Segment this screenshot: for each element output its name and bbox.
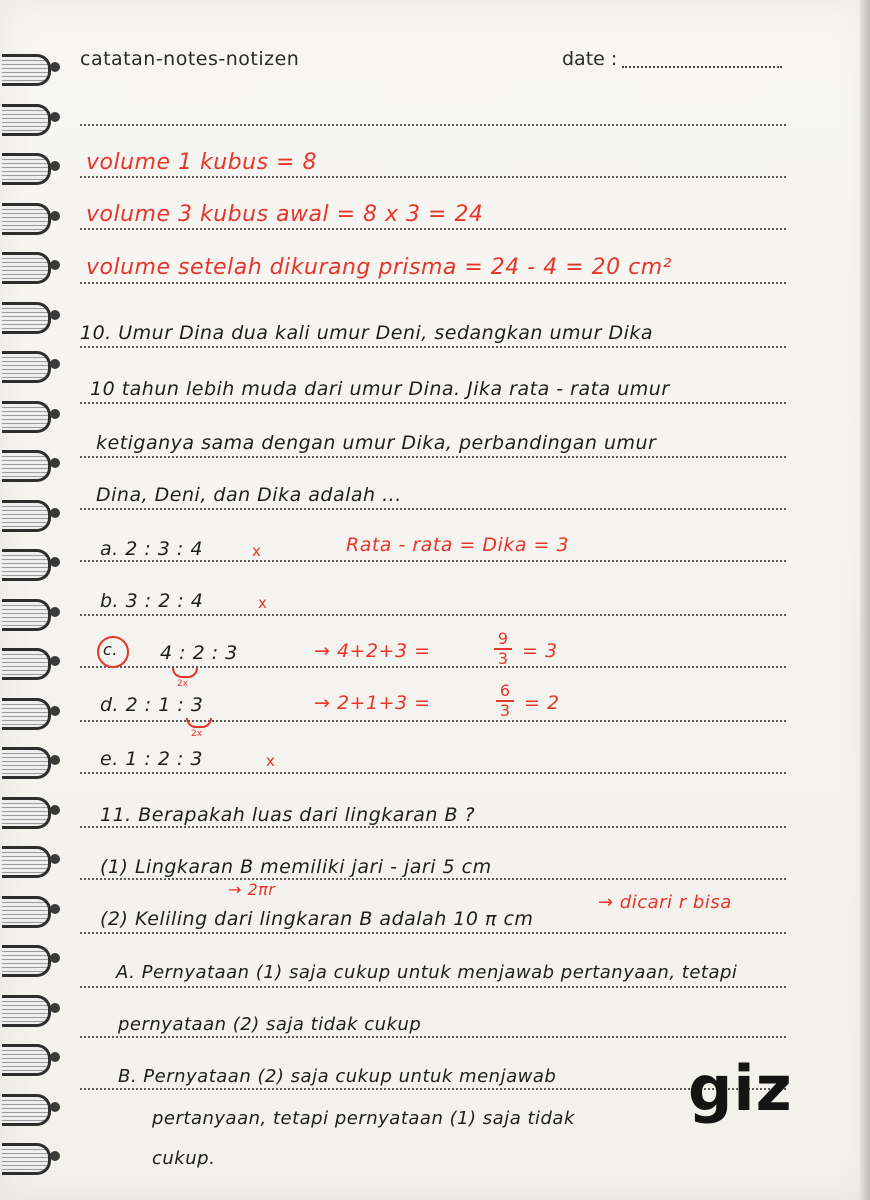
option-a-note: Rata - rata = Dika = 3 — [346, 534, 570, 556]
binding-hole — [50, 805, 60, 815]
spiral-ring — [2, 401, 51, 433]
ruled-line — [80, 228, 786, 230]
ruled-line — [80, 402, 786, 404]
binding-hole — [50, 310, 60, 320]
spiral-ring — [2, 203, 51, 235]
fraction-d — [496, 682, 514, 720]
answer-b-line-1: B. Pernyataan (2) saja cukup untuk menjawab — [118, 1066, 557, 1087]
ruled-line — [80, 176, 786, 178]
giz-logo: giz — [688, 1052, 793, 1125]
spiral-ring — [2, 54, 51, 86]
ruled-line — [80, 282, 786, 284]
spiral-ring — [2, 747, 51, 779]
binding-hole — [50, 508, 60, 518]
statement-2-formula: → 2πr — [228, 880, 276, 899]
ruled-line — [80, 826, 786, 828]
spiral-ring — [2, 500, 51, 532]
spiral-binding — [0, 0, 60, 1200]
ruled-line — [80, 456, 786, 458]
spiral-ring — [2, 648, 51, 680]
binding-hole — [50, 557, 60, 567]
answer-b-line-3: cukup. — [152, 1148, 216, 1169]
option-a: a. 2 : 3 : 4 — [100, 538, 203, 560]
option-b: b. 3 : 2 : 4 — [100, 590, 204, 612]
brace-label: 2x — [191, 729, 203, 739]
ruled-line — [80, 508, 786, 510]
answer-a-line-1: A. Pernyataan (1) saja cukup untuk menjawab pertanyaan, tetapi — [116, 962, 738, 983]
binding-hole — [50, 854, 60, 864]
answer-b-line-2: pertanyaan, tetapi pernyataan (1) saja tidak — [152, 1108, 575, 1129]
binding-hole — [50, 458, 60, 468]
spiral-ring — [2, 1044, 51, 1076]
binding-hole — [50, 211, 60, 221]
page-header-title: catatan-notes-notizen — [80, 48, 300, 70]
fraction-d-den: 3 — [499, 701, 511, 720]
spiral-ring — [2, 302, 51, 334]
ruled-line — [80, 986, 786, 988]
ruled-line — [80, 614, 786, 616]
statement-2-note: → dicari r bisa — [598, 892, 732, 913]
ruled-line — [80, 878, 786, 880]
spiral-ring — [2, 1094, 51, 1126]
binding-hole — [50, 1102, 60, 1112]
brace-mark — [172, 668, 198, 678]
spiral-ring — [2, 797, 51, 829]
brace-label: 2x — [177, 679, 189, 689]
fraction-c — [494, 630, 512, 668]
fraction-d-num: 6 — [499, 681, 511, 700]
brace-mark — [186, 718, 212, 728]
page-edge — [860, 0, 870, 1200]
ruled-line — [80, 124, 786, 126]
answer-a-line-2: pernyataan (2) saja tidak cukup — [118, 1014, 422, 1035]
ruled-line — [80, 1088, 786, 1090]
volume-line-1: volume 1 kubus = 8 — [86, 150, 317, 175]
volume-line-2: volume 3 kubus awal = 8 x 3 = 24 — [86, 202, 484, 227]
spiral-ring — [2, 846, 51, 878]
wrong-mark: x — [258, 594, 267, 612]
spiral-ring — [2, 599, 51, 631]
spiral-ring — [2, 698, 51, 730]
spiral-ring — [2, 1143, 51, 1175]
question-10-line-1: 10. Umur Dina dua kali umur Deni, sedangkan umur Dika — [80, 322, 654, 344]
spiral-ring — [2, 945, 51, 977]
volume-line-3: volume setelah dikurang prisma = 24 - 4 = 20 cm² — [86, 255, 672, 280]
option-c-letter: c. — [103, 640, 118, 659]
binding-hole — [50, 161, 60, 171]
binding-hole — [50, 359, 60, 369]
spiral-ring — [2, 549, 51, 581]
question-10-line-3: ketiganya sama dengan umur Dika, perbandingan umur — [96, 432, 657, 454]
ruled-line — [80, 772, 786, 774]
option-d-work: → 2+1+3 = — [314, 692, 431, 714]
statement-2: (2) Keliling dari lingkaran B adalah 10 π cm — [100, 908, 534, 930]
spiral-ring — [2, 450, 51, 482]
option-e: e. 1 : 2 : 3 — [100, 748, 203, 770]
spiral-ring — [2, 104, 51, 136]
binding-hole — [50, 1151, 60, 1161]
fraction-c-result: = 3 — [522, 640, 558, 662]
binding-hole — [50, 260, 60, 270]
fraction-d-result: = 2 — [524, 692, 560, 714]
binding-hole — [50, 409, 60, 419]
ruled-line — [80, 560, 786, 562]
binding-hole — [50, 607, 60, 617]
question-10-line-4: Dina, Deni, dan Dika adalah ... — [96, 484, 402, 506]
spiral-ring — [2, 153, 51, 185]
option-c: 4 : 2 : 3 — [160, 642, 238, 664]
option-d: d. 2 : 1 : 3 — [100, 694, 204, 716]
ruled-line — [80, 932, 786, 934]
ruled-line — [80, 346, 786, 348]
binding-hole — [50, 1003, 60, 1013]
statement-1: (1) Lingkaran B memiliki jari - jari 5 cm — [100, 856, 492, 878]
fraction-c-den: 3 — [497, 649, 509, 668]
binding-hole — [50, 904, 60, 914]
binding-hole — [50, 706, 60, 716]
spiral-ring — [2, 995, 51, 1027]
wrong-mark: x — [252, 542, 261, 560]
wrong-mark: x — [266, 752, 275, 770]
option-c-work: → 4+2+3 = — [314, 640, 431, 662]
question-11: 11. Berapakah luas dari lingkaran B ? — [100, 804, 476, 826]
date-field-line — [622, 66, 782, 68]
question-10-line-2: 10 tahun lebih muda dari umur Dina. Jika rata - rata umur — [90, 378, 670, 400]
ruled-line — [80, 1036, 786, 1038]
binding-hole — [50, 62, 60, 72]
binding-hole — [50, 1052, 60, 1062]
spiral-ring — [2, 896, 51, 928]
fraction-c-num: 9 — [497, 629, 509, 648]
binding-hole — [50, 656, 60, 666]
date-label: date : — [562, 48, 618, 70]
spiral-ring — [2, 351, 51, 383]
spiral-ring — [2, 252, 51, 284]
binding-hole — [50, 112, 60, 122]
binding-hole — [50, 953, 60, 963]
binding-hole — [50, 755, 60, 765]
